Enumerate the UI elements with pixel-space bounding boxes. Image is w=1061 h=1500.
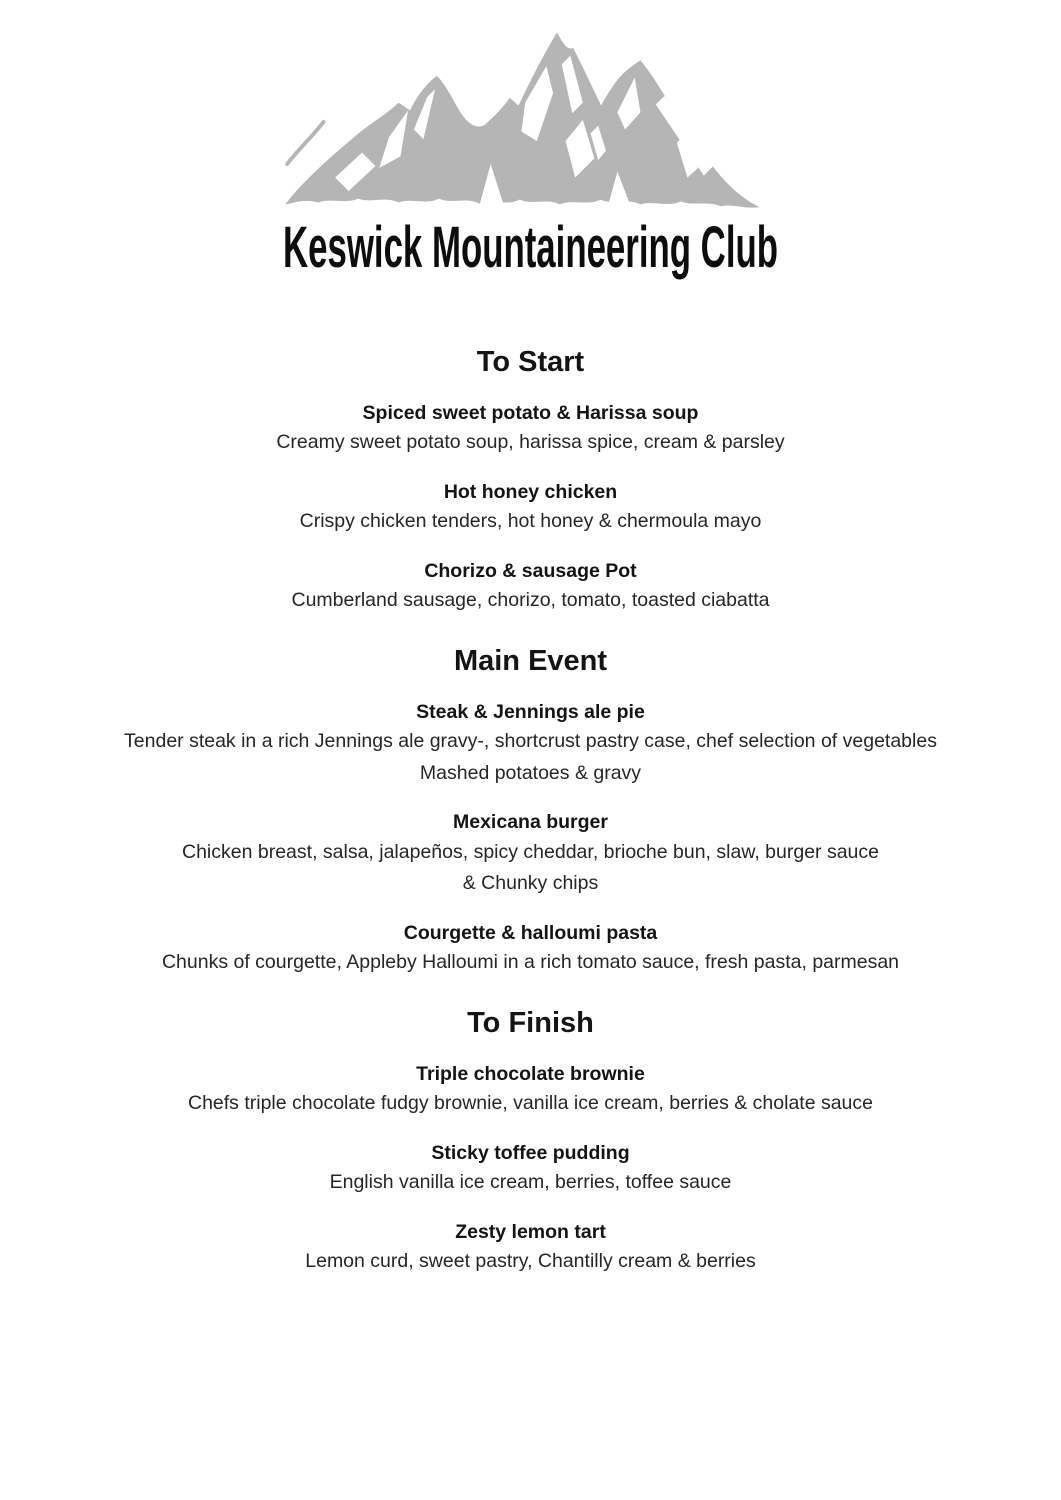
dish-description: Chicken breast, salsa, jalapeños, spicy cheddar, brioche bun, slaw, burger sauce & Chunky chips: [182, 840, 879, 895]
menu-item: [0, 809, 1061, 899]
menu-item: [0, 920, 1061, 979]
dish-name: Zesty lemon tart: [455, 1220, 606, 1243]
dish-description: Creamy sweet potato soup, harissa spice, cream & parsley: [276, 431, 785, 454]
dish-description: Tender steak in a rich Jennings ale gravy-, shortcrust pastry case, chef selection of vegetables Mashed potatoes & gravy: [124, 730, 937, 784]
section-main-event: [0, 643, 1061, 979]
dish-description: Cumberland sausage, chorizo, tomato, toasted ciabatta: [291, 589, 770, 612]
menu-item: [0, 699, 1061, 789]
dish-description: Crispy chicken tenders, hot honey & chermoula mayo: [299, 510, 762, 533]
dish-name: Sticky toffee pudding: [431, 1141, 630, 1164]
dish-name: Mexicana burger: [453, 811, 608, 834]
section-to-start: [0, 344, 1061, 617]
menu-item: [0, 558, 1061, 617]
dish-name: Hot honey chicken: [443, 480, 618, 503]
section-heading: Main Event: [453, 644, 608, 677]
dish-description: Lemon curd, sweet pastry, Chantilly cream & berries: [305, 1250, 756, 1273]
section-heading: To Finish: [467, 1006, 594, 1039]
page-title: Keswick Mountaineering Club: [283, 215, 778, 280]
dish-name: Courgette & halloumi pasta: [403, 921, 658, 944]
club-logo: [0, 22, 1061, 214]
dish-name: Spiced sweet potato & Harissa soup: [362, 402, 699, 424]
dish-description: Chunks of courgette, Appleby Halloumi in a rich tomato sauce, fresh pasta, parmesan: [161, 951, 900, 974]
dish-name: Chorizo & sausage Pot: [424, 559, 637, 582]
menu-item: [0, 400, 1061, 459]
menu-item: [0, 1061, 1061, 1120]
menu-item: [0, 1140, 1061, 1199]
section-heading: To Start: [476, 345, 585, 378]
dish-name: Steak & Jennings ale pie: [416, 700, 645, 723]
dish-description: English vanilla ice cream, berries, toffee sauce: [329, 1171, 732, 1194]
section-to-finish: [0, 1005, 1061, 1278]
menu-item: [0, 479, 1061, 538]
menu-item: [0, 1219, 1061, 1278]
dish-description: Chefs triple chocolate fudgy brownie, vanilla ice cream, berries & cholate sauce: [187, 1092, 873, 1115]
dish-name: Triple chocolate brownie: [416, 1063, 645, 1085]
mountain-range-icon: [281, 22, 781, 214]
